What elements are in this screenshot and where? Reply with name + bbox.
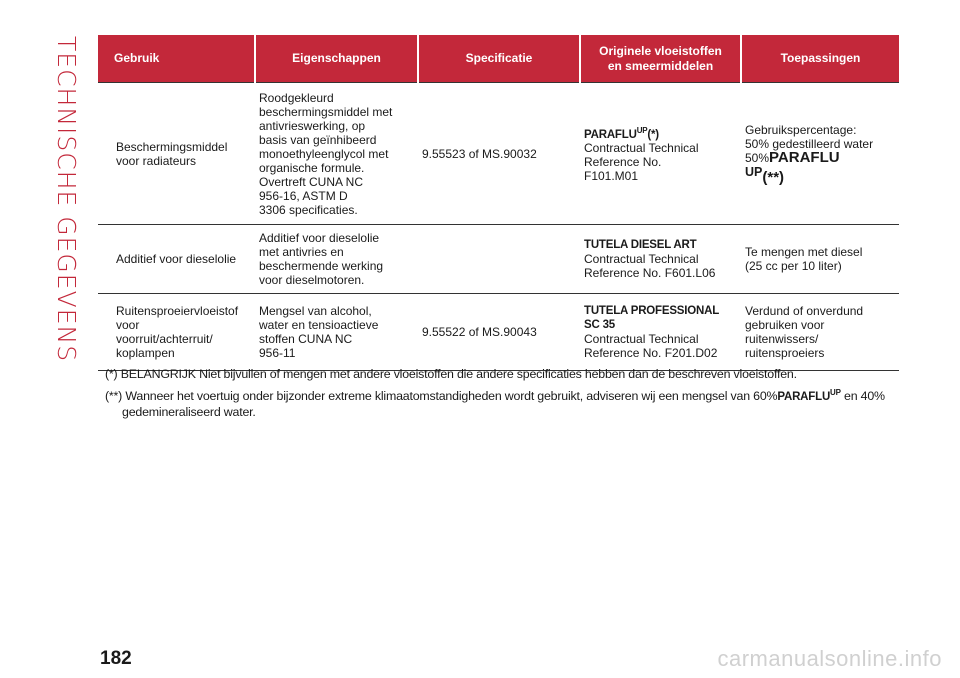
product-detail: Contractual Technical Reference No. F101.M01 [584,141,699,184]
header-specification: Specificatie [418,35,580,83]
footnote-important: (*) BELANGRIJK Niet bijvullen of mengen met andere vloeistoffen die andere specificaties hebben dan de beschreven vloeistoffen. [105,367,797,381]
header-original-fluids: Originele vloeistoffen en smeermiddelen [580,35,741,83]
header-usage: Gebruik [98,35,255,83]
cell-spec: 9.55522 of MS.90043 [418,294,580,371]
application-brand: PARAFLU $^{UP}$(**) [745,148,840,186]
watermark-text: carmanualsonline.info [717,646,942,671]
cell-product [580,225,741,294]
product-brand: TUTELA PROFESSIONAL SC 35 [584,305,720,331]
table-row [98,225,899,294]
cell-application: Verdund of onverdund gebruiken voor ruitenwissers/ ruitensproeiers [741,294,899,371]
header-properties: Eigenschappen [255,35,418,83]
header-applications: Toepassingen [741,35,899,83]
cell-properties: Roodgekleurd beschermingsmiddel met antivrieswerking, op basis van geïnhibeerd monoethyleenglycol met organische formule. Overtreft CUNA NC 956-16, ASTM D 3306 specificaties. [255,83,418,225]
product-brand: $PARAFLU^{UP}(*)$ [584,125,659,141]
product-detail: Contractual Technical Reference No. F601.L06 [584,252,716,280]
cell-properties: Mengsel van alcohol, water en tensioactieve stoffen CUNA NC 956-11 [255,294,418,371]
product-detail: Contractual Technical Reference No. F201.D02 [584,332,718,360]
cell-spec: 9.55523 of MS.90032 [418,83,580,225]
cell-product [580,83,741,225]
cell-application: Te mengen met diesel (25 cc per 10 liter) [741,225,899,294]
cell-application: Gebruikspercentage: 50% gedestilleerd water 50%PARAFLU $^{UP}$(**) [741,83,899,225]
table-row [98,294,899,371]
cell-use: Beschermingsmiddel voor radiateurs [98,83,255,225]
cell-product [580,294,741,371]
footnote-mixture: (**) Wanneer het voertuig onder bijzonder extreme klimaatomstandigheden wordt gebruikt, adviseren wij een mengsel van $60\%PARAFLU^{UP}$ en 40% gedemineraliseerd water. [105,388,885,419]
product-brand: TUTELA DIESEL ART [584,239,697,251]
table-row [98,83,899,225]
cell-spec [418,225,580,294]
fluids-table [98,35,899,371]
cell-properties: Additief voor dieselolie met antivries en beschermende werking voor dieselmotoren. [255,225,418,294]
table-header-row [98,35,899,83]
cell-use: Additief voor dieselolie [98,225,255,294]
page-number: 182 [100,648,132,669]
section-title: TECHNISCHE GEGEVENS [52,36,81,363]
cell-use: Ruitensproeiervloeistof voor voorruit/achterruit/ koplampen [98,294,255,371]
